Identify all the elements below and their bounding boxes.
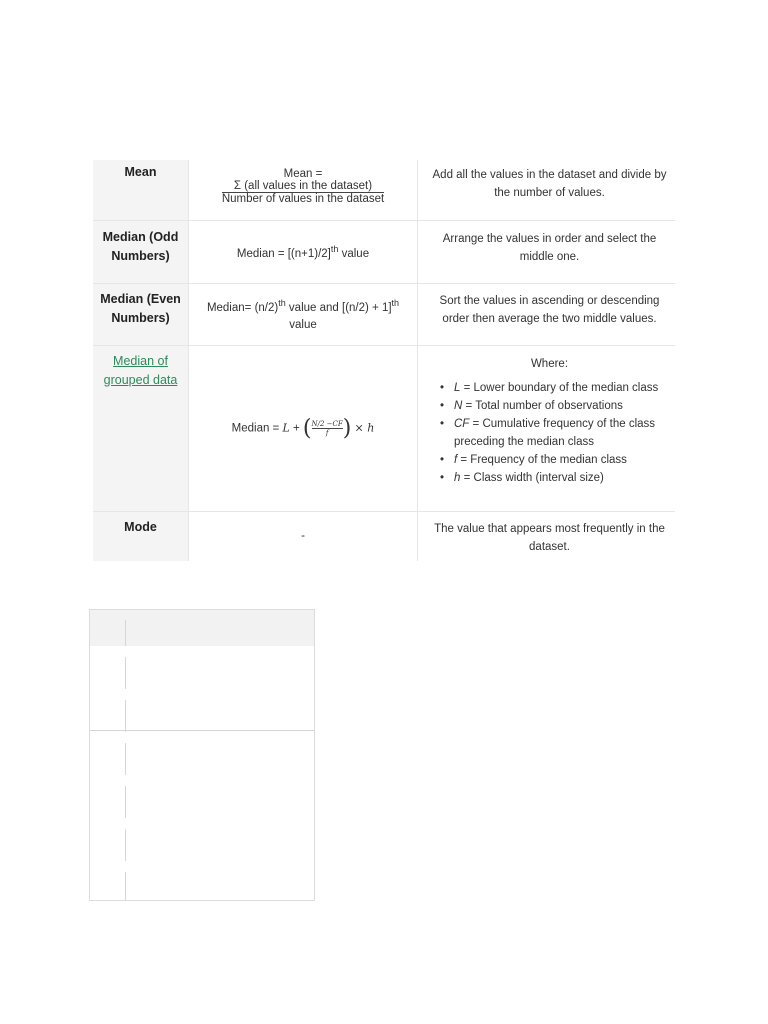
median-grouped-link[interactable]: Median of grouped data [103, 353, 178, 387]
statistics-formula-table [93, 160, 675, 561]
divider [125, 657, 126, 689]
term-mean: Mean [124, 165, 157, 179]
list-item [454, 415, 671, 451]
median-even-sup2: th [391, 297, 400, 308]
mean-numerator: Σ (all values in the dataset) [233, 180, 373, 192]
table-row-median-odd [93, 220, 675, 283]
median-even-description: Sort the values in ascending or descending order then average the two middle values. [439, 294, 660, 325]
term-cell [93, 345, 189, 511]
table-row-median-even [93, 283, 675, 345]
median-even-formula-c: value [289, 319, 317, 332]
right-paren-icon: ) [342, 415, 352, 441]
formula-cell [189, 283, 418, 345]
where-label: Where: [530, 357, 569, 370]
median-grouped-L: L [282, 421, 290, 435]
formula-cell [189, 220, 418, 283]
bullet-text: = Lower boundary of the median class [460, 381, 659, 394]
formula-cell [189, 345, 418, 511]
empty-table [89, 609, 315, 901]
mini-numerator: N/2 −CF [311, 419, 343, 428]
var-f: f [454, 453, 458, 466]
median-even-formula-b: value and [(n/2) + 1] [285, 301, 392, 314]
median-even-formula-a: Median= (n/2) [206, 301, 279, 314]
var-L: L [454, 381, 461, 394]
median-grouped-plus: + [292, 422, 300, 435]
median-odd-formula-end: value [338, 247, 370, 260]
empty-table-header [90, 610, 314, 646]
term-median-odd: Median (Odd Numbers) [102, 229, 179, 263]
description-cell [418, 283, 676, 345]
description-cell [418, 511, 676, 561]
median-even-sup1: th [278, 297, 286, 308]
mean-description: Add all the values in the dataset and divide by the number of values. [432, 169, 667, 199]
formula-cell [189, 160, 418, 220]
table-row-mode [93, 511, 675, 561]
var-CF: CF [454, 417, 470, 430]
divider [125, 620, 126, 646]
divider [125, 872, 126, 900]
bullet-text: = Class width (interval size) [460, 471, 604, 484]
left-paren-icon: ( [302, 415, 312, 441]
var-h: h [454, 471, 461, 484]
term-mode: Mode [124, 519, 157, 534]
term-cell [93, 283, 189, 345]
term-median-even: Median (Even Numbers) [100, 291, 181, 325]
bullet-text: = Cumulative frequency of the class preceding the median class [454, 417, 656, 448]
description-cell [418, 220, 676, 283]
list-item [454, 451, 671, 469]
divider [125, 700, 126, 732]
median-odd-formula: Median = [(n+1)/2] [236, 247, 331, 260]
divider [125, 786, 126, 818]
table-row-median-grouped [93, 345, 675, 511]
divider [90, 730, 314, 731]
mean-fraction [222, 180, 384, 205]
median-grouped-times: × h [354, 421, 375, 435]
mean-formula-label: Mean = [283, 168, 323, 180]
where-list [428, 379, 671, 487]
list-item [454, 469, 671, 487]
mode-description: The value that appears most frequently in the dataset. [434, 522, 665, 553]
divider [125, 743, 126, 775]
bullet-text: = Frequency of the median class [457, 453, 627, 466]
table-row-mean [93, 160, 675, 220]
var-N: N [454, 399, 463, 412]
term-cell [93, 511, 189, 561]
description-cell [418, 345, 676, 511]
list-item [454, 397, 671, 415]
description-cell [418, 160, 676, 220]
list-item [454, 379, 671, 397]
mean-denominator: Number of values in the dataset [221, 193, 385, 205]
term-cell [93, 160, 189, 220]
median-odd-description: Arrange the values in order and select the middle one. [442, 232, 657, 263]
mini-denominator: f [312, 428, 343, 437]
term-cell [93, 220, 189, 283]
median-grouped-fraction [312, 420, 343, 437]
median-grouped-label: Median = [231, 422, 283, 435]
formula-cell [189, 511, 418, 561]
median-odd-sup: th [330, 243, 339, 254]
mode-formula: - [301, 530, 305, 543]
bullet-text: = Total number of observations [462, 399, 623, 412]
divider [125, 829, 126, 861]
